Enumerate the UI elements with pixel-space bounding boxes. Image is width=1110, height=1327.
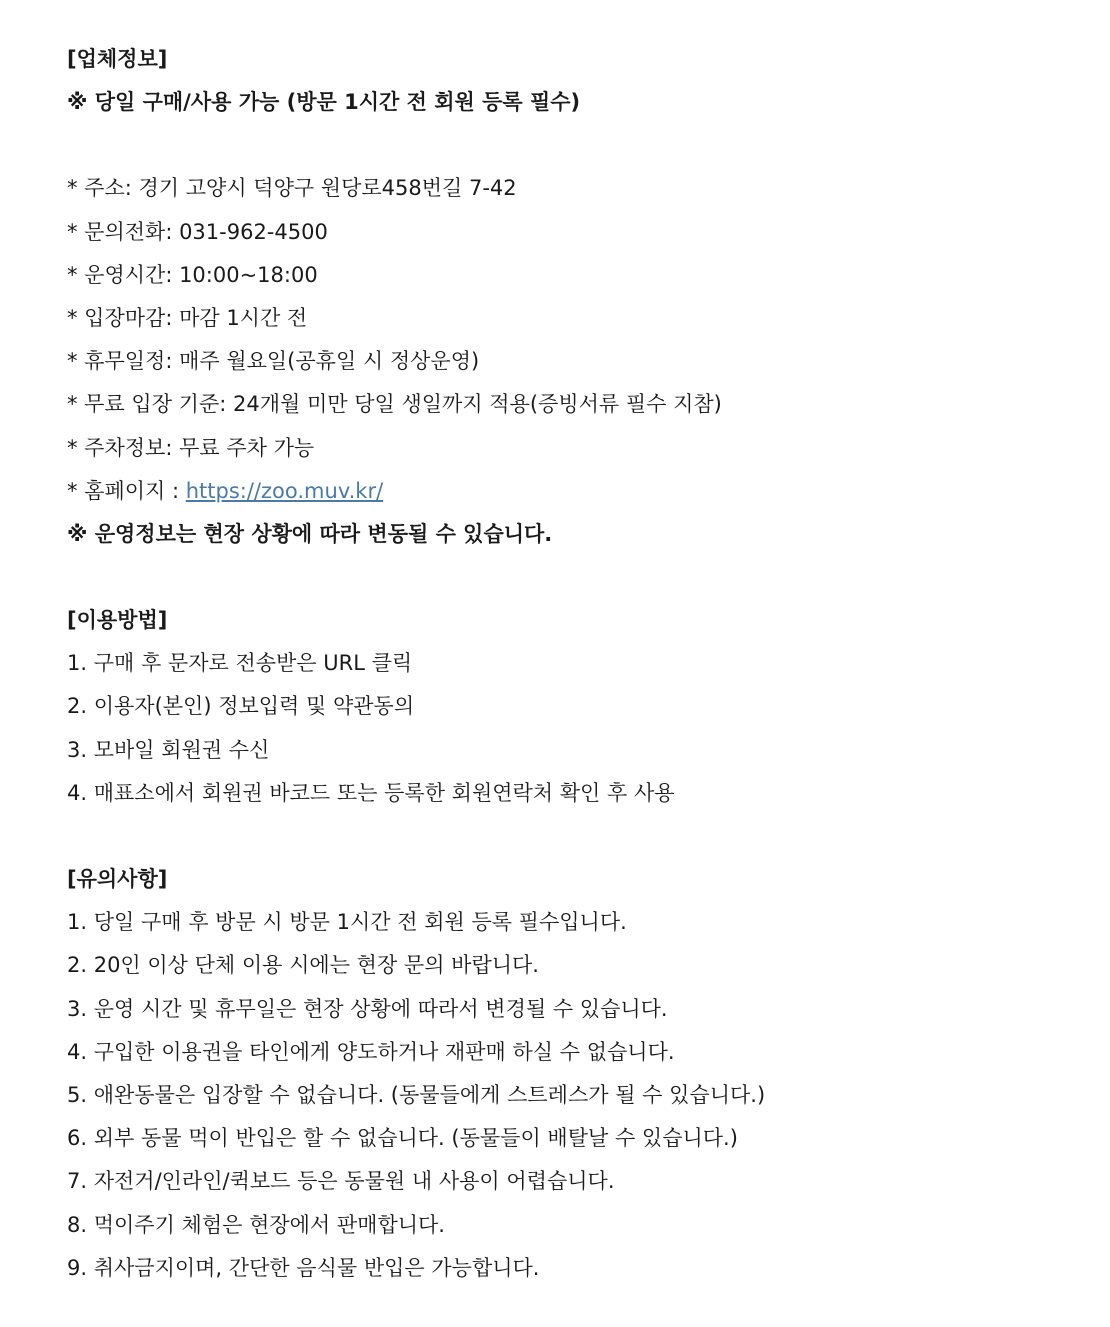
spacer [67, 124, 1110, 167]
usage-step: 2. 이용자(본인) 정보입력 및 약관동의 [67, 694, 415, 719]
homepage-link[interactable]: https://zoo.muv.kr/ [185, 478, 384, 503]
caution-item: 5. 애완동물은 입장할 수 없습니다. (동물들에게 스트레스가 될 수 있습니다.) [67, 1082, 766, 1107]
homepage-line [67, 470, 1110, 513]
same-day-notice: ※ 당일 구매/사용 가능 (방문 1시간 전 회원 등록 필수) [67, 90, 581, 115]
caution-item: 1. 당일 구매 후 방문 시 방문 1시간 전 회원 등록 필수입니다. [67, 910, 627, 935]
homepage-label: * 홈페이지 : [67, 478, 186, 503]
spacer [67, 556, 1110, 599]
usage-step: 4. 매표소에서 회원권 바코드 또는 등록한 회원연락처 확인 후 사용 [67, 780, 675, 805]
caution-item: 9. 취사금지이며, 간단한 음식물 반입은 가능합니다. [67, 1255, 540, 1280]
free-entry-line: * 무료 입장 기준: 24개월 미만 당일 생일까지 적용(증빙서류 필수 지참) [67, 392, 722, 417]
caution-item: 2. 20인 이상 단체 이용 시에는 현장 문의 바랍니다. [67, 953, 539, 978]
caution-item: 6. 외부 동물 먹이 반입은 할 수 없습니다. (동물들이 배탈날 수 있습니다.) [67, 1126, 738, 1151]
caution-item: 8. 먹이주기 체험은 현장에서 판매합니다. [67, 1212, 445, 1237]
company-info-heading: [업체정보] [67, 47, 168, 71]
phone-line: * 문의전화: 031-962-4500 [67, 219, 328, 244]
hours-line: * 운영시간: 10:00~18:00 [67, 262, 318, 287]
usage-heading: [이용방법] [67, 608, 168, 633]
usage-step: 1. 구매 후 문자로 전송받은 URL 클릭 [67, 651, 413, 676]
usage-step: 3. 모바일 회원권 수신 [67, 737, 270, 762]
caution-item: 4. 구입한 이용권을 타인에게 양도하거나 재판매 하실 수 없습니다. [67, 1039, 675, 1064]
cautions-heading: [유의사항] [67, 867, 168, 891]
caution-item: 3. 운영 시간 및 휴무일은 현장 상황에 따라서 변경될 수 있습니다. [67, 996, 668, 1021]
operation-change-notice: ※ 운영정보는 현장 상황에 따라 변동될 수 있습니다. [67, 521, 553, 546]
parking-line: * 주차정보: 무료 주차 가능 [67, 435, 315, 460]
address-line: * 주소: 경기 고양시 덕양구 원당로458번길 7-42 [67, 176, 517, 201]
caution-item: 7. 자전거/인라인/퀵보드 등은 동물원 내 사용이 어렵습니다. [67, 1169, 615, 1194]
closed-days-line: * 휴무일정: 매주 월요일(공휴일 시 정상운영) [67, 349, 480, 374]
last-entry-line: * 입장마감: 마감 1시간 전 [67, 305, 308, 330]
spacer [67, 815, 1110, 858]
